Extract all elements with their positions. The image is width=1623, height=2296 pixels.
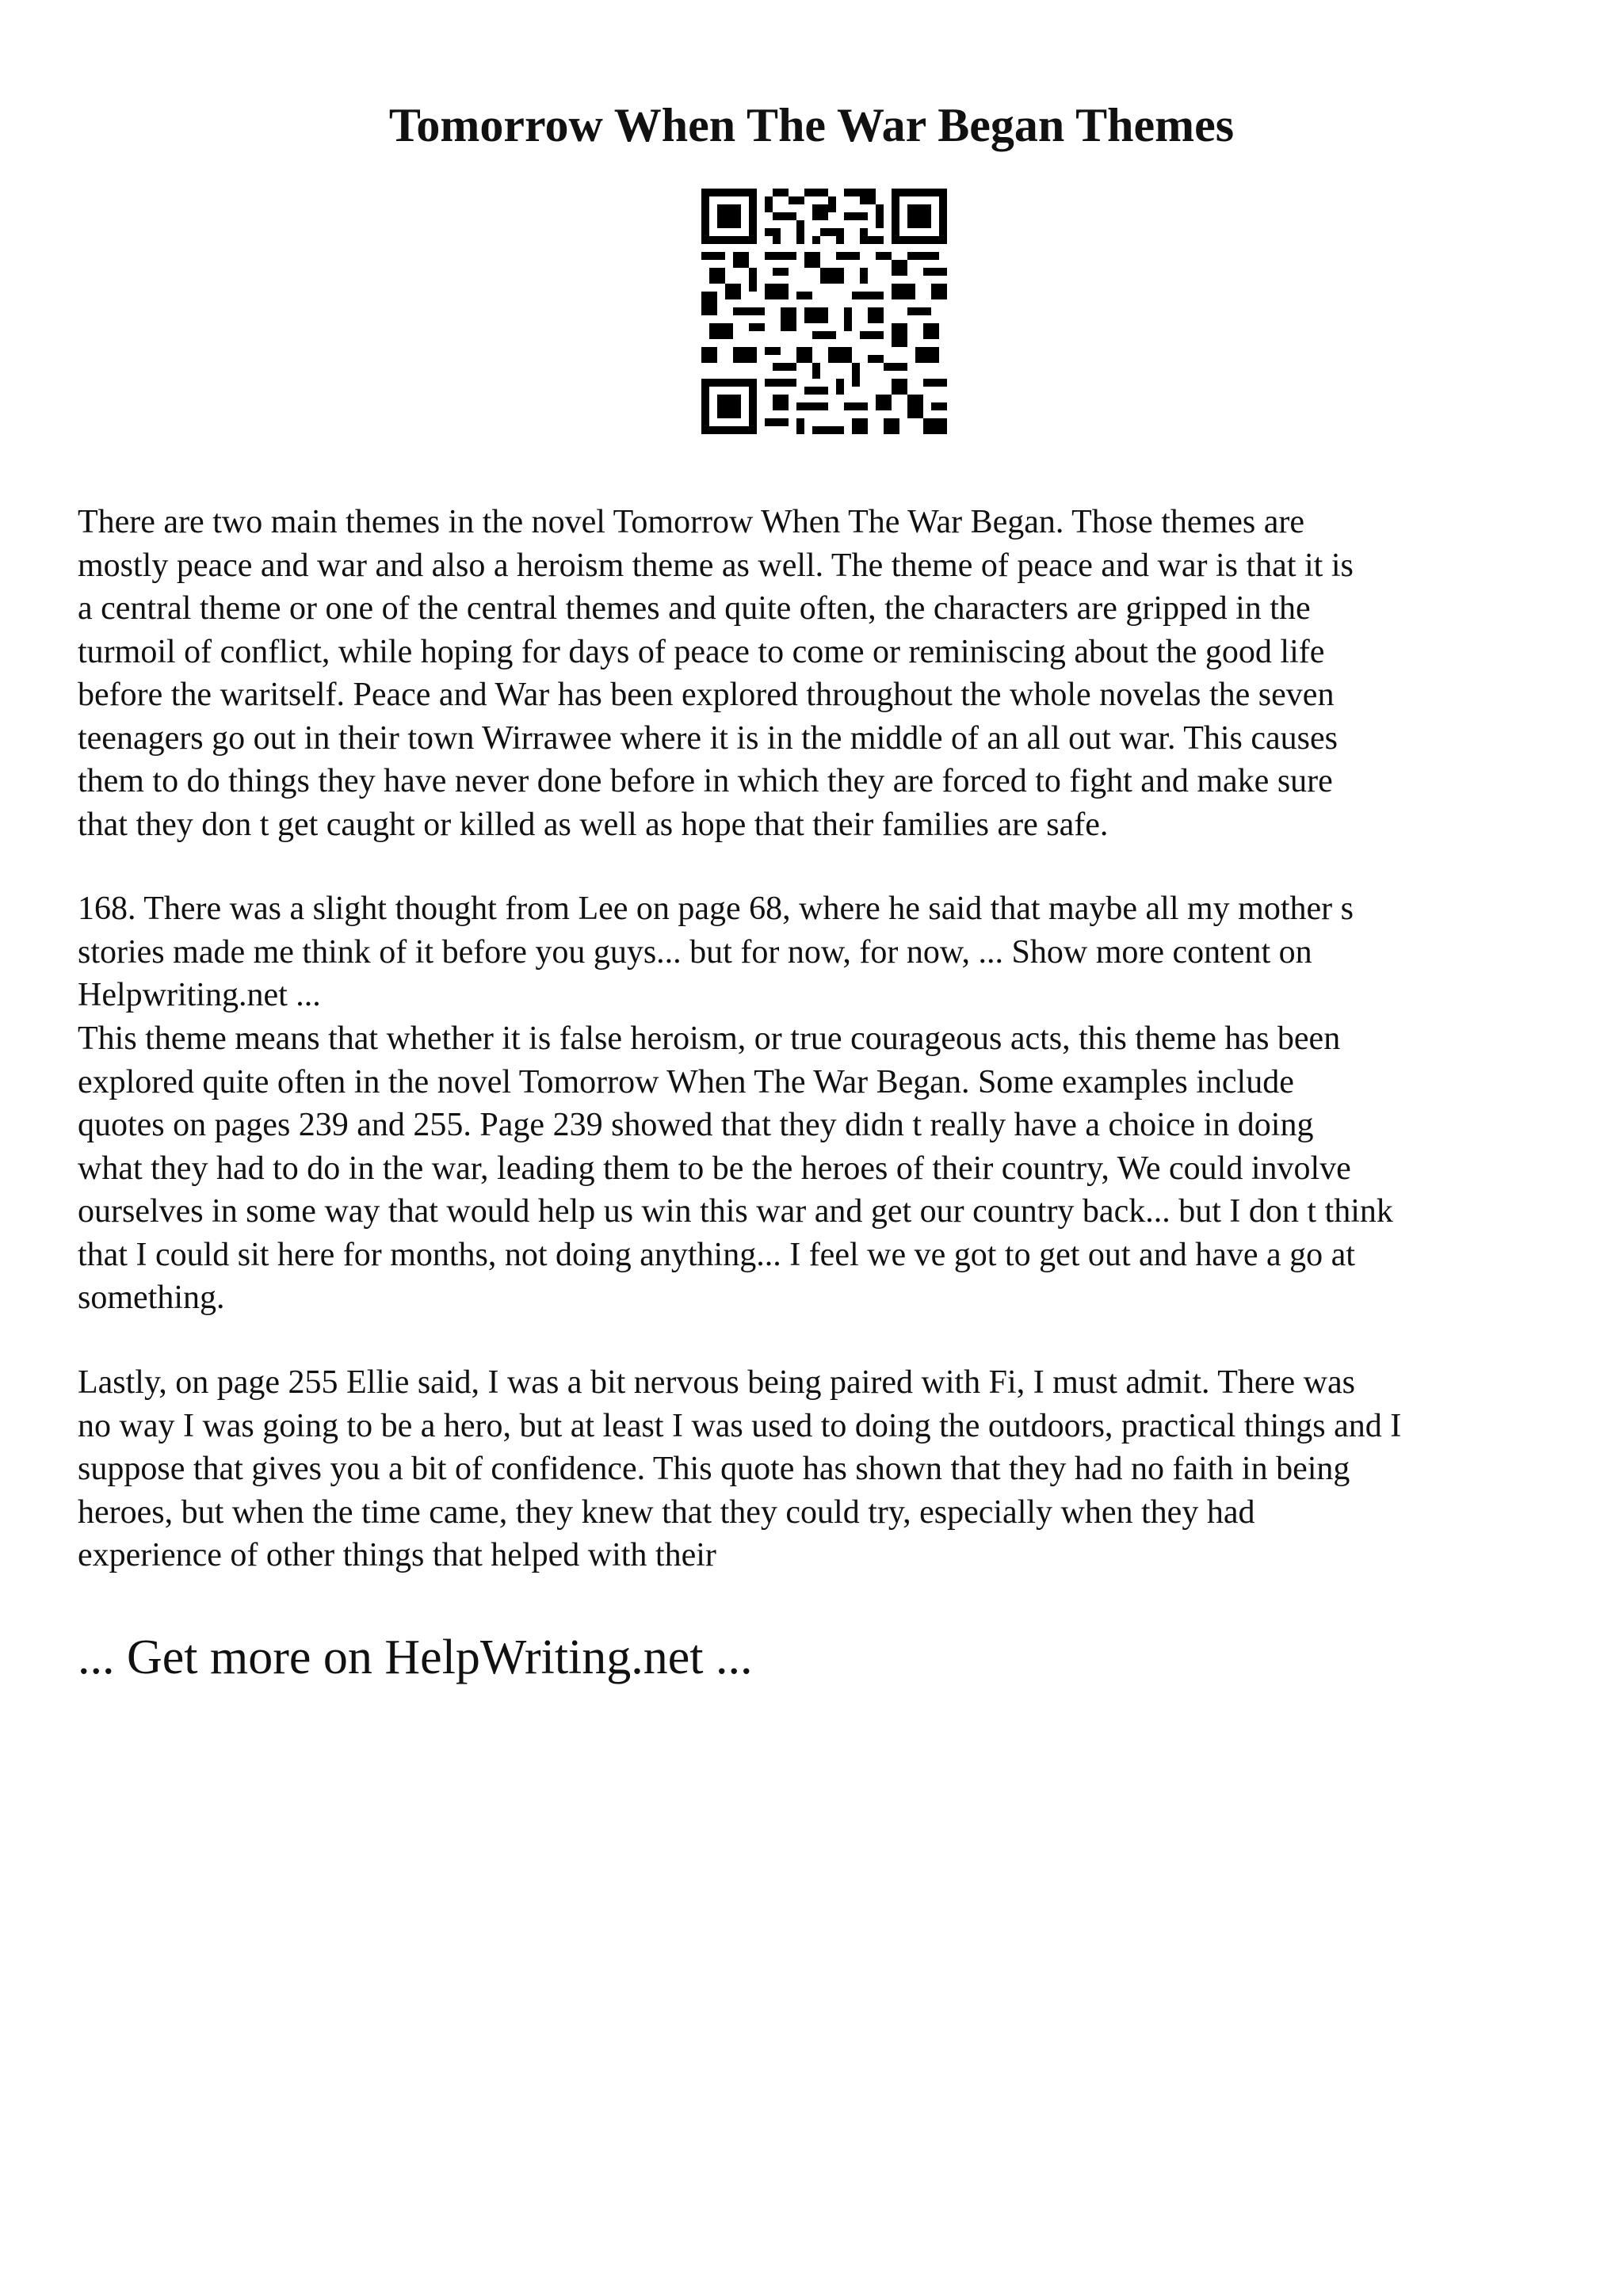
text-line: Helpwriting.net ... — [78, 977, 321, 1013]
text-line: that they don t get caught or killed as well as hope that their families are safe. — [78, 806, 1109, 843]
paragraph-lee-quote — [78, 887, 1583, 1017]
text-line: experience of other things that helped with their — [78, 1537, 716, 1573]
text-line: no way I was going to be a hero, but at least I was used to doing the outdoors, practical things and I — [78, 1407, 1402, 1444]
text-line: something. — [78, 1280, 225, 1316]
text-line: that I could sit here for months, not doing anything... I feel we ve got to get out and have a go at — [78, 1236, 1355, 1273]
text-line: heroes, but when the time came, they knew that they could try, especially when they had — [78, 1493, 1255, 1531]
text-line: suppose that gives you a bit of confidence. This quote has shown that they had no faith in being — [78, 1451, 1350, 1487]
paragraph-ellie-quote — [78, 1361, 1583, 1577]
text-line: stories made me think of it before you guys... but for now, for now, ... Show more content on — [78, 933, 1312, 971]
text-line: a central theme or one of the central themes and quite often, the characters are gripped in the — [78, 590, 1311, 627]
paragraph-themes-intro — [78, 501, 1583, 846]
text-line: them to do things they have never done before in which they are forced to fight and make sure — [78, 763, 1333, 799]
text-line: before the waritself. Peace and War has been explored throughout the whole novelas the seven — [78, 677, 1335, 713]
text-line: This theme means that whether it is false heroism, or true courageous acts, this theme has been — [78, 1020, 1341, 1057]
text-line: Lastly, on page 255 Ellie said, I was a bit nervous being paired with Fi, I must admit. There was — [78, 1364, 1355, 1401]
paragraph-heroism-theme — [78, 1017, 1583, 1320]
text-line: 168. There was a slight thought from Lee on page 68, where he said that maybe all my mother s — [78, 891, 1354, 927]
text-line: turmoil of conflict, while hoping for days of peace to come or reminiscing about the good life — [78, 633, 1325, 670]
qr-code-icon — [701, 189, 947, 434]
text-line: There are two main themes in the novel Tomorrow When The War Began. Those themes are — [78, 504, 1304, 540]
text-line: what they had to do in the war, leading them to be the heroes of their country, We could involve — [78, 1150, 1351, 1187]
page-title: Tomorrow When The War Began Themes — [388, 99, 1235, 151]
text-line: mostly peace and war and also a heroism theme as well. The theme of peace and war is that it is — [78, 547, 1354, 584]
text-line: teenagers go out in their town Wirrawee where it is in the middle of an all out war. This causes — [78, 719, 1338, 757]
get-more-link[interactable]: ... Get more on HelpWriting.net ... — [78, 1630, 753, 1684]
text-line: explored quite often in the novel Tomorrow When The War Began. Some examples include — [78, 1063, 1294, 1100]
text-line: quotes on pages 239 and 255. Page 239 showed that they didn t really have a choice in doing — [78, 1107, 1314, 1143]
text-line: ourselves in some way that would help us win this war and get our country back... but I don t think — [78, 1193, 1393, 1230]
